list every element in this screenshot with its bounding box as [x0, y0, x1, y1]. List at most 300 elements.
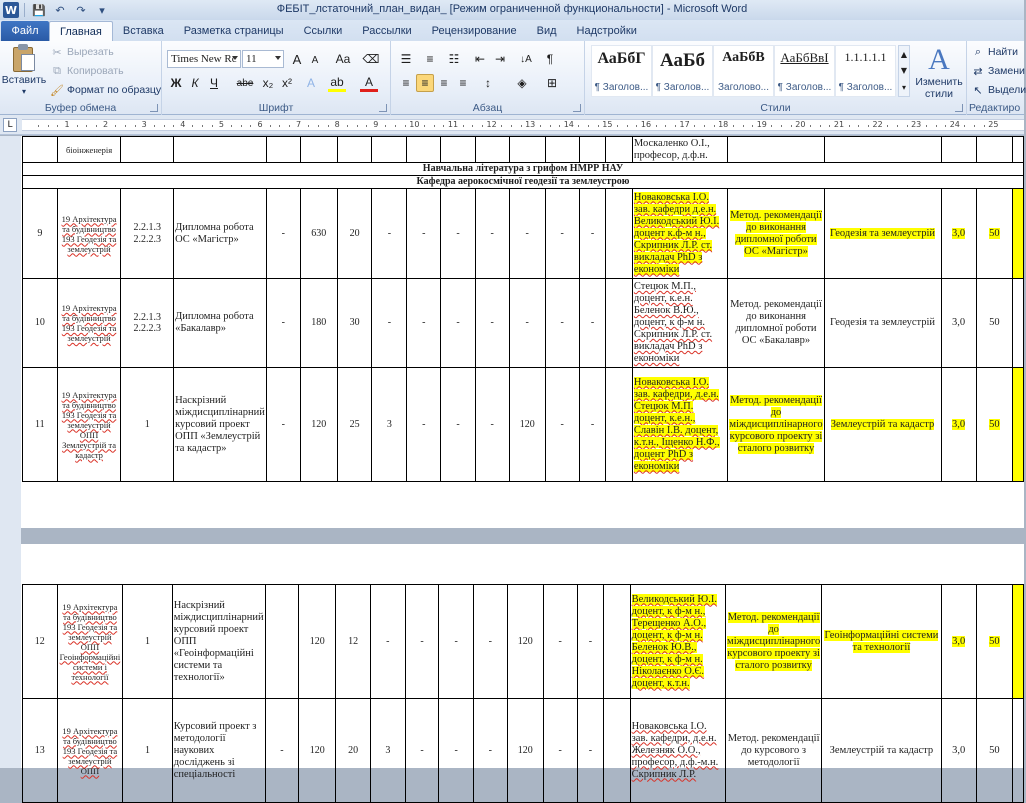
tab-insert[interactable]: Вставка — [122, 25, 164, 37]
style-heading-5[interactable]: 1.1.1.1.1 ¶ Заголов... — [835, 45, 896, 97]
page-gap — [21, 528, 1024, 544]
font-name-combo[interactable]: Times New Rc — [167, 50, 241, 68]
cell-spec[interactable]: біоінженерія — [57, 137, 121, 163]
ruler-tick — [289, 125, 290, 127]
cell-authors[interactable] — [632, 279, 728, 368]
ribbon — [0, 41, 1024, 115]
sort-button[interactable]: ↓A — [520, 53, 532, 65]
ruler-tick — [829, 125, 830, 127]
replace-button[interactable]: ⇄ Замени — [971, 64, 1025, 78]
cell-num[interactable] — [23, 279, 58, 368]
cell-text: Метод. рекомендації до міждисциплінарного курсового проекту зі сталого розвитку — [727, 611, 821, 671]
cell-c12[interactable] — [509, 368, 545, 482]
style-heading-2[interactable]: АаБб ¶ Заголов... — [652, 45, 713, 97]
cell-c7[interactable] — [337, 189, 372, 279]
cell-spec[interactable] — [57, 279, 121, 368]
cell-text: 120 — [311, 418, 327, 430]
cell-text: - — [280, 744, 284, 756]
cell-text: 20 — [348, 744, 359, 756]
grow-font-button[interactable]: A — [292, 51, 302, 67]
cell-c7[interactable] — [337, 279, 372, 368]
cell-c8[interactable] — [370, 585, 405, 699]
highlight-icon[interactable]: ab — [328, 74, 346, 92]
tab-view[interactable]: Вид — [536, 25, 557, 37]
vertical-ruler — [0, 136, 21, 768]
cell-authors[interactable] — [630, 699, 725, 803]
decrease-indent-icon[interactable]: ⇤ — [474, 52, 486, 66]
font-size-combo[interactable]: 11 — [242, 50, 284, 68]
ruler-number: 13 — [525, 120, 536, 129]
align-center-icon[interactable]: ≡ — [416, 74, 434, 92]
cell-authors[interactable] — [632, 368, 728, 482]
ruler-tick — [48, 125, 49, 127]
cell-num[interactable] — [23, 368, 58, 482]
style-heading-4[interactable]: АаБбВвІ ¶ Заголов... — [774, 45, 835, 97]
cell-c11[interactable] — [473, 699, 507, 803]
ruler-tick — [617, 125, 618, 127]
ruler-tick — [482, 125, 483, 127]
cell-text: - — [456, 317, 460, 329]
cell-work[interactable] — [174, 189, 267, 279]
bold-button[interactable]: Ж — [170, 76, 182, 90]
cell-work[interactable] — [172, 699, 265, 803]
ruler-number: 9 — [373, 120, 379, 129]
ruler-tick — [125, 125, 126, 127]
tab-review[interactable]: Рецензирование — [431, 25, 517, 37]
cell-vol[interactable] — [941, 189, 976, 279]
cell-c9[interactable] — [405, 699, 439, 803]
cell-type[interactable] — [728, 368, 824, 482]
qat-customize-icon[interactable]: ▾ — [99, 3, 105, 17]
cell-c10[interactable] — [439, 585, 474, 699]
ruler-tick — [704, 125, 705, 127]
cell-c11[interactable] — [475, 368, 509, 482]
cell-text: - — [387, 317, 392, 329]
format-painter-button[interactable]: 🖌 Формат по образцу — [50, 83, 162, 97]
paste-button[interactable]: Вставить ▾ — [4, 44, 44, 98]
cell-c11[interactable] — [475, 189, 509, 279]
dept-header-row — [23, 176, 1024, 189]
cell-text: 1 — [145, 635, 150, 647]
cell-discipline[interactable] — [822, 585, 941, 699]
cell-code[interactable] — [121, 368, 174, 482]
page-1[interactable] — [21, 136, 1024, 528]
borders-icon[interactable]: ⊞ — [546, 76, 558, 90]
ruler-tick — [38, 125, 39, 127]
cell-authors[interactable] — [632, 189, 728, 279]
ruler-tick — [154, 125, 155, 127]
cell-text: 120 — [309, 744, 325, 756]
cell-c12[interactable] — [509, 189, 545, 279]
cell-text: 3,0 — [951, 418, 966, 430]
font-group-label: Шрифт — [258, 102, 294, 114]
cell-text: Землеустрій та кадастр — [830, 418, 935, 430]
cell-text: Метод. рекомендації до виконання дипломної роботи ОС «Бакалавр» — [730, 299, 822, 346]
cell-c9[interactable] — [405, 585, 439, 699]
word-app-icon[interactable]: W — [4, 3, 18, 17]
tab-home[interactable]: Главная — [49, 21, 113, 41]
cell-text: 50 — [989, 227, 1000, 239]
change-styles-icon: A — [928, 43, 950, 76]
binoculars-icon: ⌕ — [974, 45, 982, 58]
cell-c14[interactable] — [577, 699, 604, 803]
style-heading-3[interactable]: АаБбВ Заголово... — [713, 45, 774, 97]
bullets-icon[interactable]: ☰ — [400, 52, 412, 66]
ruler-tick — [270, 125, 271, 127]
ruler-tick — [521, 125, 522, 127]
cell-c11[interactable] — [475, 279, 509, 368]
cell-text: - — [281, 418, 285, 430]
editing-group-label: Редактиро — [969, 102, 1021, 114]
cell-code[interactable] — [121, 189, 174, 279]
ruler-tick — [714, 125, 715, 127]
ruler-tick — [463, 125, 464, 127]
table-row — [23, 585, 1024, 699]
paste-icon — [11, 44, 37, 74]
ruler-tick — [77, 125, 78, 127]
strikethrough-button[interactable]: abe — [236, 77, 254, 89]
cell-text: - — [558, 635, 562, 647]
cell-discipline[interactable] — [824, 189, 941, 279]
text-effects-icon[interactable]: A — [306, 76, 315, 90]
title-bar — [0, 0, 1024, 20]
cell-c12[interactable] — [509, 279, 545, 368]
cell-c14[interactable] — [579, 368, 606, 482]
show-marks-button[interactable]: ¶ — [546, 52, 554, 66]
cell-text: 3 — [385, 744, 391, 756]
save-icon[interactable]: 💾 — [32, 3, 46, 17]
cell-text: 2.2.1.3 2.2.2.3 — [133, 222, 161, 245]
cell-copies[interactable] — [976, 279, 1012, 368]
cell-c12[interactable] — [507, 699, 543, 803]
font-color-icon[interactable]: A — [360, 74, 378, 92]
cell-c10[interactable] — [441, 368, 476, 482]
cell-c14[interactable] — [579, 189, 606, 279]
cell-text: - — [454, 635, 458, 647]
cell-spec[interactable] — [57, 699, 123, 803]
cell-text: 10 — [34, 317, 45, 329]
section-header[interactable]: Навчальна література з грифом НМРР НАУ — [23, 163, 1024, 176]
cell-empty — [1013, 279, 1024, 368]
cell-text: - — [560, 418, 564, 430]
cell-type[interactable] — [726, 585, 822, 699]
ruler-tick — [636, 125, 637, 127]
cell-c8[interactable] — [372, 279, 407, 368]
copy-icon: ⧉ — [53, 64, 61, 77]
cell-text: - — [454, 744, 458, 756]
table-row — [23, 137, 1024, 163]
cell-c11[interactable] — [473, 585, 507, 699]
ruler-number: 8 — [334, 120, 340, 129]
cell-c8[interactable] — [370, 699, 405, 803]
change-case-button[interactable]: Aa — [335, 52, 351, 66]
cell-vol[interactable] — [941, 699, 976, 803]
ruler-tick — [164, 125, 165, 127]
ruler-number: 17 — [679, 120, 690, 129]
paste-label: Вставить — [1, 74, 47, 86]
ruler-tick — [559, 125, 560, 127]
cell-text: Курсовий проект з методології наукових досліджень зі спеціальності — [173, 720, 257, 780]
cell-text: 9 — [37, 227, 43, 239]
cell-c10[interactable] — [441, 279, 476, 368]
cell-text: 50 — [989, 317, 1000, 328]
plan-table-page-1 — [22, 136, 1024, 482]
select-button[interactable]: ↖ Выдели — [971, 83, 1026, 97]
cell-discipline[interactable] — [824, 279, 941, 368]
cell-text: Метод. рекомендації до виконання дипломної роботи ОС «Магістр» — [730, 209, 822, 257]
cell-spec[interactable] — [57, 368, 121, 482]
italic-button[interactable]: К — [191, 76, 199, 90]
cell-c8[interactable] — [372, 368, 407, 482]
table-row — [23, 368, 1024, 482]
undo-icon[interactable]: ↶ — [55, 3, 65, 17]
ruler-tick — [907, 125, 908, 127]
ruler-tick — [366, 125, 367, 127]
cell-vol[interactable] — [941, 368, 976, 482]
ruler-tick — [588, 125, 589, 127]
cell-copies[interactable] — [976, 585, 1012, 699]
ruler-tick — [733, 125, 734, 127]
ruler-number: 5 — [218, 120, 224, 129]
redo-icon[interactable]: ↷ — [76, 3, 86, 17]
tab-selector-icon[interactable]: L — [3, 118, 17, 132]
cell-c14[interactable] — [579, 279, 606, 368]
cell-c6[interactable] — [300, 368, 337, 482]
ruler-number: 6 — [257, 120, 263, 129]
cell-c6[interactable] — [299, 585, 336, 699]
ruler-tick — [511, 125, 512, 127]
cell-text: 13 — [34, 744, 45, 756]
ruler-tick — [501, 125, 502, 127]
cell-text: Геоінформаційні системи та технології — [824, 629, 939, 653]
subscript-button[interactable]: x₂ — [262, 76, 274, 90]
cell-c13[interactable] — [545, 279, 579, 368]
numbering-icon[interactable]: ≡ — [426, 52, 434, 66]
cell-code[interactable] — [123, 585, 172, 699]
scissors-icon: ✂ — [52, 45, 62, 59]
cell-type[interactable] — [728, 189, 824, 279]
cell-work[interactable] — [174, 279, 267, 368]
cell-text: 19 Архітектура та будівництво 193 Геодезія та землеустрій ОПП — [62, 725, 118, 776]
tab-file[interactable]: Файл — [1, 21, 49, 41]
cell-text: Геодезія та землеустрій — [830, 227, 936, 239]
ruler-tick — [752, 125, 753, 127]
cell-empty — [1013, 368, 1024, 482]
cut-button[interactable]: ✂ Вырезать — [50, 45, 114, 59]
cell-num[interactable] — [23, 699, 58, 803]
cell-c13[interactable] — [545, 368, 579, 482]
ruler-number: 20 — [795, 120, 806, 129]
cell-num[interactable] — [23, 585, 58, 699]
cell-text: - — [488, 744, 492, 756]
cell-c7[interactable] — [336, 585, 371, 699]
cell-spec[interactable] — [57, 189, 121, 279]
cell-text: - — [525, 227, 529, 239]
ruler-tick — [357, 125, 358, 127]
editing-group — [967, 41, 1024, 115]
justify-icon[interactable]: ≡ — [459, 76, 467, 90]
cell-spec[interactable] — [57, 585, 123, 699]
ruler-number: 10 — [409, 120, 420, 129]
cell-text: Новаковська І.О. зав. кафедри, д.е.н. Железняк О.О., професор, д.ф.-м.н. Скрипник Л.Р. — [631, 720, 719, 780]
cell-c6[interactable] — [300, 189, 337, 279]
cell-c9[interactable] — [407, 279, 441, 368]
shading-icon[interactable]: ◈ — [517, 76, 527, 90]
tab-page-layout[interactable]: Разметка страницы — [183, 25, 284, 37]
dept-header[interactable]: Кафедра аерокосмічної геодезії та землеустрою — [23, 176, 1024, 189]
cell-type[interactable] — [726, 699, 822, 803]
cell-text: 20 — [349, 227, 360, 239]
cell-work[interactable] — [172, 585, 265, 699]
shrink-font-button[interactable]: A — [311, 54, 319, 66]
cell-empty — [606, 279, 632, 368]
ruler-tick — [694, 125, 695, 127]
window-title: ФЕБІТ_лстаточний_план_видан_ [Режим ограниченной функциональности] - Microsoft Word — [276, 3, 748, 15]
styles-launcher-icon[interactable] — [955, 104, 963, 112]
cell-text: - — [560, 227, 564, 239]
tab-addins[interactable]: Надстройки — [576, 25, 637, 37]
ruler-tick — [96, 125, 97, 127]
ruler-number: 12 — [486, 120, 497, 129]
cell-text: - — [590, 317, 595, 329]
brush-icon: 🖌 — [50, 83, 64, 97]
align-left-icon[interactable]: ≡ — [402, 76, 410, 90]
page-2[interactable] — [21, 544, 1024, 780]
cell-text: - — [590, 418, 595, 430]
cell-c6[interactable] — [299, 699, 336, 803]
cell-text: 3,0 — [951, 317, 966, 328]
ruler-number: 3 — [141, 120, 147, 129]
cell-vol[interactable] — [941, 585, 976, 699]
ruler-tick — [395, 125, 396, 127]
cell-authors[interactable] — [630, 585, 725, 699]
cell-c5[interactable] — [266, 368, 300, 482]
cell-text: Дипломна робота «Бакалавр» — [175, 311, 254, 334]
cell-code[interactable] — [123, 699, 172, 803]
cell-text: 11 — [35, 418, 45, 430]
cell-work[interactable] — [174, 368, 267, 482]
cell-c9[interactable] — [407, 368, 441, 482]
ribbon-tabs — [0, 20, 1024, 41]
cell-copies[interactable] — [976, 368, 1012, 482]
cell-c5[interactable] — [265, 585, 299, 699]
cell-c12[interactable] — [507, 585, 543, 699]
cell-vol[interactable] — [941, 279, 976, 368]
change-styles-button[interactable]: A Изменить стили — [915, 43, 963, 100]
ruler-tick — [443, 125, 444, 127]
cell-text: 3,0 — [951, 227, 966, 239]
increase-indent-icon[interactable]: ⇥ — [494, 52, 506, 66]
cell-text: 19 Архітектура та будівництво 193 Геодезія та землеустрій ОПП Землеустрій та кадастр — [61, 389, 117, 460]
cell-c5[interactable] — [266, 189, 300, 279]
paragraph-group-label: Абзац — [472, 102, 503, 114]
cell-c14[interactable] — [577, 585, 604, 699]
tab-references[interactable]: Ссылки — [303, 25, 343, 37]
font-launcher-icon[interactable] — [379, 104, 387, 112]
ruler-number: 25 — [988, 120, 999, 129]
clipboard-launcher-icon[interactable] — [150, 104, 158, 112]
cell-code[interactable] — [121, 279, 174, 368]
cell-discipline[interactable] — [824, 368, 941, 482]
cell-text: 3 — [386, 418, 392, 430]
cell-empty — [1013, 189, 1024, 279]
paragraph-launcher-icon[interactable] — [573, 104, 581, 112]
cell-c13[interactable] — [543, 585, 577, 699]
cell-text: 180 — [311, 317, 327, 329]
tab-mailings[interactable]: Рассылки — [362, 25, 412, 37]
line-spacing-icon[interactable]: ↕ — [485, 76, 491, 90]
cell-text: - — [422, 227, 426, 239]
cell-text: Дипломна робота ОС «Магістр» — [175, 221, 254, 245]
cell-c6[interactable] — [300, 279, 337, 368]
table-row — [23, 189, 1024, 279]
cell-text: 19 Архітектура та будівництво 193 Геодезія та землеустрій — [61, 303, 117, 343]
cell-text: - — [525, 317, 529, 329]
cell-c7[interactable] — [336, 699, 371, 803]
cell-empty — [606, 189, 632, 279]
cell-copies[interactable] — [976, 189, 1012, 279]
cell-c7[interactable] — [337, 368, 372, 482]
cell-text: 3,0 — [952, 635, 966, 647]
horizontal-ruler[interactable] — [22, 119, 1024, 131]
ruler-tick — [279, 125, 280, 127]
ruler-tick — [424, 125, 425, 127]
cell-num[interactable] — [23, 189, 58, 279]
ruler-number: 2 — [103, 120, 109, 129]
styles-gallery-scroll[interactable]: ▲ ▼ ▾ — [898, 45, 910, 97]
ruler-tick — [115, 125, 116, 127]
ruler-tick — [57, 125, 58, 127]
cell-text: - — [490, 317, 494, 329]
cell-text: 12 — [348, 635, 359, 647]
plan-table-page-2 — [22, 584, 1024, 803]
cell-text: Новаковська І.О. зав. кафедри д.е.н. Великодський Ю.І. доцент к.ф-м н., Скрипник Л.Р. ст. викладач PhD з економіки — [633, 191, 720, 275]
cell-c10[interactable] — [441, 189, 476, 279]
ruler-tick — [86, 125, 87, 127]
cell-discipline[interactable] — [822, 699, 941, 803]
ruler-tick — [540, 125, 541, 127]
ruler-tick — [820, 125, 821, 127]
cell-text: Великодський Ю.І. доцент, к ф-м н., Терещенко А.О., доцент, к ф-м н. Беленок Ю.В., доцент, к ф-м н. Ніколаєнко О.Є. доцент, к.т.н. — [631, 593, 717, 689]
ruler-tick — [328, 125, 329, 127]
cell-text: 2.2.1.3 2.2.2.3 — [133, 311, 161, 334]
align-right-icon[interactable]: ≡ — [440, 76, 448, 90]
cell-authors[interactable]: Москаленко О.І., професор, д.ф.н. — [632, 137, 728, 163]
superscript-button[interactable]: x² — [282, 76, 292, 90]
cell-c8[interactable] — [372, 189, 407, 279]
cell-c5[interactable] — [265, 699, 299, 803]
cell-c13[interactable] — [543, 699, 577, 803]
underline-button[interactable]: Ч — [210, 76, 218, 90]
multilevel-list-icon[interactable]: ☷ — [448, 52, 460, 66]
cell-empty — [1013, 699, 1024, 803]
ruler-number: 4 — [180, 120, 186, 129]
styles-group-label: Стили — [760, 102, 791, 114]
cell-type[interactable] — [728, 279, 824, 368]
find-button[interactable]: ⌕ Найти — [971, 45, 1018, 59]
style-heading-1[interactable]: АаБбГ ¶ Заголов... — [591, 45, 652, 97]
cell-text: Метод. рекомендації до міждисциплінарного курсового проекту зі сталого розвитку — [729, 394, 823, 454]
cell-c5[interactable] — [266, 279, 300, 368]
cell-c10[interactable] — [439, 699, 474, 803]
cell-c13[interactable] — [545, 189, 579, 279]
clear-format-icon[interactable]: ⌫ — [362, 52, 380, 66]
copy-button[interactable]: ⧉ Копировать — [50, 64, 124, 78]
cell-copies[interactable] — [976, 699, 1012, 803]
cell-text: Стецюк М.П., доцент, к.е.н. Беленок В.Ю., доцент, к ф-м н. Скрипник Л.Р. ст. викладач PhD з економіки — [633, 281, 713, 364]
cell-c9[interactable] — [407, 189, 441, 279]
ruler-tick — [308, 125, 309, 127]
